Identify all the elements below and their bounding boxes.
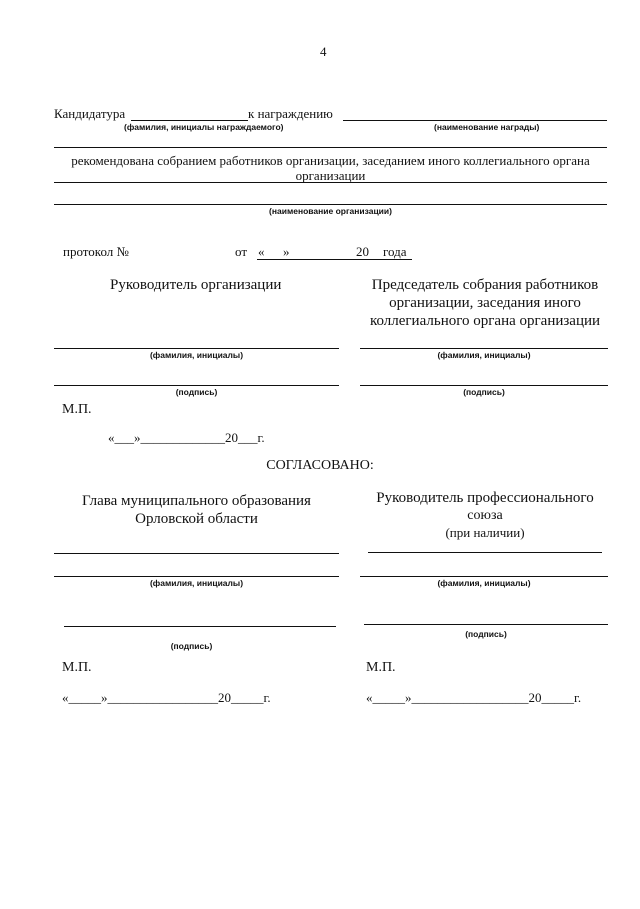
award-label: к награждению xyxy=(248,106,333,121)
mun-head-sign-caption: (подпись) xyxy=(170,641,213,651)
award-caption: (наименование награды) xyxy=(434,122,540,132)
candidate-label: Кандидатура xyxy=(54,106,126,121)
recommended-text-line2: организации xyxy=(295,168,366,183)
org-head-name-line xyxy=(54,348,339,349)
mun-head-stamp: М.П. xyxy=(62,660,92,675)
protocol-date-underline xyxy=(257,259,412,260)
union-head-sign-line xyxy=(364,624,608,625)
chairman-sign-caption: (подпись) xyxy=(463,387,505,397)
union-head-title-line3: (при наличии) xyxy=(445,525,525,540)
page-number: 4 xyxy=(320,44,327,59)
union-head-title-line2: союза xyxy=(467,508,503,523)
chairman-name-caption: (фамилия, инициалы) xyxy=(437,350,531,360)
agreed-heading: СОГЛАСОВАНО: xyxy=(266,458,374,473)
candidate-name-caption: (фамилия, инициалы награждаемого) xyxy=(124,122,284,132)
union-head-date: «_____»__________________20_____г. xyxy=(366,690,582,705)
award-name-line xyxy=(343,120,607,121)
candidate-name-line xyxy=(131,120,248,121)
union-head-sign-caption: (подпись) xyxy=(465,629,507,639)
protocol-year-prefix: 20 xyxy=(356,244,369,259)
protocol-label: протокол № xyxy=(63,244,129,259)
chairman-title-line1: Председатель собрания работников xyxy=(371,277,599,293)
organization-caption: (наименование организации) xyxy=(269,206,392,216)
mun-head-sign-line xyxy=(64,626,336,627)
org-head-stamp: М.П. xyxy=(62,402,92,417)
org-head-title: Руководитель организации xyxy=(110,277,282,293)
protocol-from: от xyxy=(235,244,248,259)
separator-line xyxy=(54,147,607,148)
mun-head-name-caption: (фамилия, инициалы) xyxy=(149,578,244,588)
chairman-title-line2: организации, заседания иного xyxy=(389,295,581,311)
organization-name-line xyxy=(54,204,607,205)
mun-head-line1 xyxy=(54,553,339,554)
recommended-underline xyxy=(54,182,607,183)
union-head-title-line1: Руководитель профессионального xyxy=(376,490,594,506)
chairman-name-line xyxy=(360,348,608,349)
union-head-name-caption: (фамилия, инициалы) xyxy=(437,578,531,588)
protocol-quote-close: » xyxy=(283,244,290,259)
mun-head-title-line2: Орловской области xyxy=(135,511,258,527)
org-head-name-caption: (фамилия, инициалы) xyxy=(149,350,244,360)
recommended-text-line1: рекомендована собранием работников организации, заседанием иного коллегиального органа xyxy=(71,153,590,168)
mun-head-date: «_____»_________________20_____г. xyxy=(62,690,271,705)
protocol-year-suffix: года xyxy=(383,244,407,259)
org-head-date: «___»_____________20___г. xyxy=(108,430,265,445)
chairman-sign-line xyxy=(360,385,608,386)
union-head-stamp: М.П. xyxy=(366,660,396,675)
org-head-sign-caption: (подпись) xyxy=(175,387,218,397)
union-head-name-line xyxy=(360,576,608,577)
mun-head-title-line1: Глава муниципального образования xyxy=(82,493,311,509)
chairman-title-line3: коллегиального органа организации xyxy=(369,313,601,329)
protocol-quote-open: « xyxy=(258,244,265,259)
org-head-sign-line xyxy=(54,385,339,386)
mun-head-name-line xyxy=(54,576,339,577)
union-head-line1 xyxy=(368,552,602,553)
